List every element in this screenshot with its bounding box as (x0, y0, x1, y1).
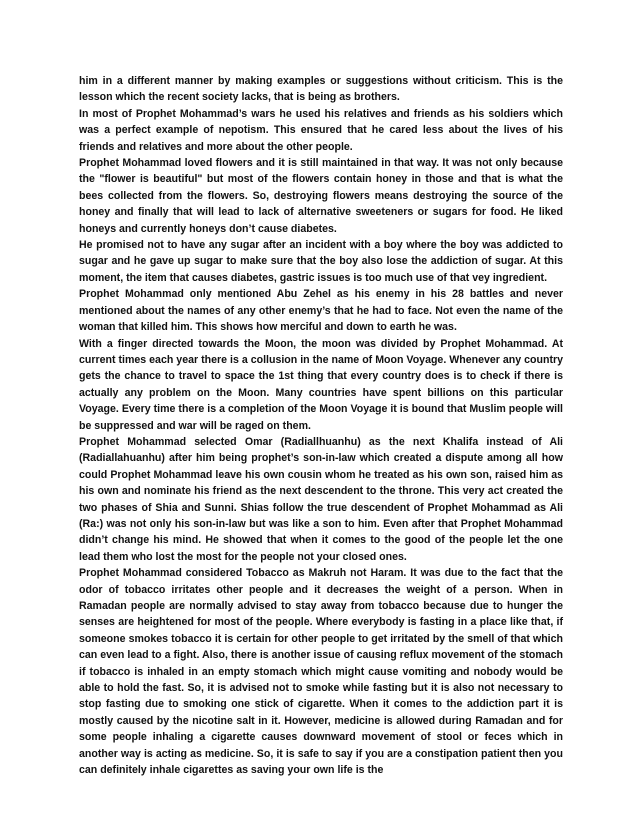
paragraph-1: him in a different manner by making examples or suggestions without criticism. This is the lesson which the recent society lacks, that is being as brothers. (79, 75, 563, 104)
paragraph-7: Prophet Mohammad selected Omar (Radiallhuanhu) as the next Khalifa instead of Ali (Radiallahuanhu) after him being prophet’s son-in-law which created a dispute among all how could Prophet Mohammad leave his own cousin whom he treated as his own son, raised him as his own and nominate his friend as the next descendent to the throne. This very act created the two phases of Shia and Sunni. Shias follow the true descendent of Prophet Mohammad as Ali (Ra:) was not only his son-in-law but was like a son to him. Even after that Prophet Mohammad didn’t change his mind. He showed that when it comes to the good of the people let the one lead them who lost the most for the people not your closed ones. (79, 435, 563, 563)
paragraph-6: With a finger directed towards the Moon, the moon was divided by Prophet Mohammad. At current times each year there is a collusion in the name of Moon Voyage. Whenever any country gets the chance to travel to space the 1st thing that every country does is to check if there is actually any problem on the Moon. Many countries have spent billions on this particular Voyage. Every time there is a completion of the Moon Voyage it is bound that Muslim people will be suppressed and war will be raged on them. (79, 337, 563, 432)
paragraph-8: Prophet Mohammad considered Tobacco as Makruh not Haram. It was due to the fact that the odor of tobacco irritates other people and it decreases the weight of a person. When in Ramadan people are normally advised to stay away from tobacco because due to hunger the senses are heightened for most of the people. Where everybody is fasting in a place like that, if someone smokes tobacco it is certain for other people to get irritated by the smell of that which can even lead to a fight. Also, there is another issue of causing reflux movement of the stomach if tobacco is inhaled in an empty stomach which might cause vomiting and nobody would be able to hold the fast. So, it is advised not to smoke while fasting but it is also not necessary to stop fasting due to smoking one stick of cigarette. When it comes to the addiction part it is mostly caused by the nicotine salt in it. However, medicine is allowed during Ramadan and for some people inhaling a cigarette causes downward movement of stool or feces which in another way is acting as medicine. So, it is safe to say if you are a constipation patient then you can definitely inhale cigarettes as saving your own life is the (79, 567, 563, 777)
paragraph-4: He promised not to have any sugar after an incident with a boy where the boy was addicted to sugar and he gave up sugar to make sure that the boy also lose the addiction of sugar. At this moment, the item that causes diabetes, gastric issues is too much use of that vey ingredient. (79, 239, 563, 284)
paragraph-3: Prophet Mohammad loved flowers and it is still maintained in that way. It was not only because the "flower is beautiful" but most of the flowers contain honey in those and that is what the bees collected from the flowers. So, destroying flowers means destroying the source of the honey and finally that will lead to lack of alternative sweeteners or sugars for food. He liked honeys and currently honeys don’t cause diabetes. (79, 157, 563, 235)
document-page (79, 73, 563, 778)
paragraph-5: Prophet Mohammad only mentioned Abu Zehel as his enemy in his 28 battles and never mentioned about the names of any other enemy’s that he had to face. Not even the name of the woman that killed him. This shows how merciful and down to earth he was. (79, 288, 563, 334)
paragraph-2: In most of Prophet Mohammad’s wars he used his relatives and friends as his soldiers which was a perfect example of nepotism. This ensured that he cared less about the lives of his friends and relatives and more about the other people. (79, 107, 563, 153)
